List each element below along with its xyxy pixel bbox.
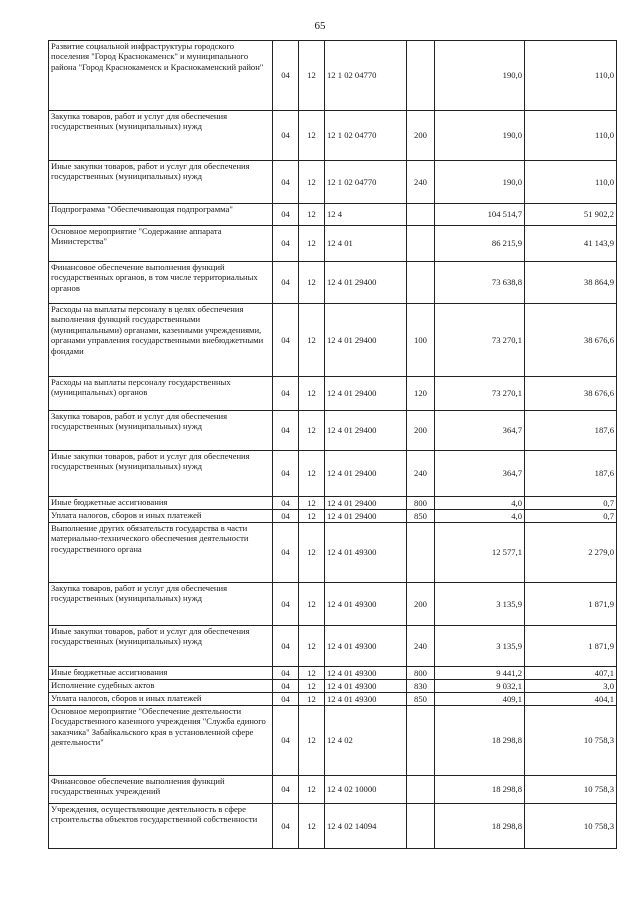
amount-1: 86 215,9 [435, 226, 525, 262]
target-article-code: 12 4 01 29400 [325, 304, 407, 377]
table-row [49, 583, 617, 626]
amount-2: 110,0 [525, 161, 617, 204]
table-row [49, 304, 617, 377]
table-body [49, 41, 617, 849]
row-name: Подпрограмма "Обеспечивающая подпрограмма" [49, 204, 273, 226]
table-row [49, 451, 617, 497]
amount-2: 51 902,2 [525, 204, 617, 226]
section-code: 04 [273, 204, 299, 226]
amount-1: 73 270,1 [435, 377, 525, 411]
subsection-code: 12 [299, 583, 325, 626]
amount-1: 4,0 [435, 497, 525, 510]
row-name: Основное мероприятие "Содержание аппарата Министерства" [49, 226, 273, 262]
row-name: Закупка товаров, работ и услуг для обеспечения государственных (муниципальных) нужд [49, 411, 273, 451]
target-article-code: 12 4 01 29400 [325, 411, 407, 451]
expense-type-code [407, 204, 435, 226]
section-code: 04 [273, 262, 299, 304]
section-code: 04 [273, 304, 299, 377]
table-row [49, 693, 617, 706]
row-name: Иные закупки товаров, работ и услуг для обеспечения государственных (муниципальных) нужд [49, 626, 273, 667]
target-article-code: 12 4 01 29400 [325, 262, 407, 304]
row-name: Учреждения, осуществляющие деятельность в сфере строительства объектов государственной собственности [49, 804, 273, 849]
expense-type-code: 850 [407, 693, 435, 706]
amount-2: 10 758,3 [525, 706, 617, 776]
amount-1: 190,0 [435, 41, 525, 111]
section-code: 04 [273, 804, 299, 849]
table-row [49, 706, 617, 776]
expense-type-code: 100 [407, 304, 435, 377]
amount-2: 0,7 [525, 510, 617, 523]
expense-type-code [407, 262, 435, 304]
expense-type-code: 120 [407, 377, 435, 411]
amount-2: 0,7 [525, 497, 617, 510]
row-name: Выполнение других обязательств государства в части материально-технического обеспечения деятельности государственного органа [49, 523, 273, 583]
subsection-code: 12 [299, 497, 325, 510]
target-article-code: 12 4 01 29400 [325, 497, 407, 510]
row-name: Расходы на выплаты персоналу в целях обеспечения выполнения функций государственными (муниципальными) органами, казенными учреждениями, органами управления государственными внебюджетными фондами [49, 304, 273, 377]
section-code: 04 [273, 497, 299, 510]
target-article-code: 12 4 02 10000 [325, 776, 407, 804]
amount-2: 110,0 [525, 111, 617, 161]
amount-1: 190,0 [435, 161, 525, 204]
amount-2: 38 676,6 [525, 377, 617, 411]
row-name: Иные закупки товаров, работ и услуг для обеспечения государственных (муниципальных) нужд [49, 451, 273, 497]
section-code: 04 [273, 706, 299, 776]
table-row [49, 804, 617, 849]
amount-2: 3,0 [525, 680, 617, 693]
amount-1: 18 298,8 [435, 804, 525, 849]
table-row [49, 667, 617, 680]
subsection-code: 12 [299, 226, 325, 262]
amount-1: 9 032,1 [435, 680, 525, 693]
amount-1: 73 270,1 [435, 304, 525, 377]
expense-type-code [407, 523, 435, 583]
amount-2: 38 676,6 [525, 304, 617, 377]
target-article-code: 12 4 01 [325, 226, 407, 262]
expense-type-code [407, 776, 435, 804]
expense-type-code [407, 804, 435, 849]
expense-type-code [407, 41, 435, 111]
target-article-code: 12 4 01 49300 [325, 693, 407, 706]
table-row [49, 41, 617, 111]
row-name: Основное мероприятие "Обеспечение деятельности Государственного казенного учреждения "Служба единого заказчика" Забайкальского края в установленной сфере деятельности" [49, 706, 273, 776]
section-code: 04 [273, 776, 299, 804]
target-article-code: 12 1 02 04770 [325, 111, 407, 161]
target-article-code: 12 4 01 49300 [325, 523, 407, 583]
expense-type-code: 240 [407, 451, 435, 497]
amount-2: 187,6 [525, 411, 617, 451]
section-code: 04 [273, 667, 299, 680]
section-code: 04 [273, 411, 299, 451]
amount-1: 18 298,8 [435, 776, 525, 804]
section-code: 04 [273, 626, 299, 667]
expense-type-code [407, 226, 435, 262]
expense-type-code: 800 [407, 497, 435, 510]
target-article-code: 12 4 01 29400 [325, 377, 407, 411]
subsection-code: 12 [299, 411, 325, 451]
section-code: 04 [273, 523, 299, 583]
budget-table [48, 40, 617, 849]
expense-type-code: 200 [407, 411, 435, 451]
amount-1: 190,0 [435, 111, 525, 161]
expense-type-code [407, 706, 435, 776]
amount-1: 12 577,1 [435, 523, 525, 583]
table-row [49, 111, 617, 161]
amount-1: 9 441,2 [435, 667, 525, 680]
section-code: 04 [273, 161, 299, 204]
amount-1: 3 135,9 [435, 583, 525, 626]
amount-2: 187,6 [525, 451, 617, 497]
section-code: 04 [273, 226, 299, 262]
amount-1: 3 135,9 [435, 626, 525, 667]
expense-type-code: 240 [407, 161, 435, 204]
amount-2: 110,0 [525, 41, 617, 111]
table-row [49, 411, 617, 451]
amount-2: 1 871,9 [525, 626, 617, 667]
target-article-code: 12 4 01 49300 [325, 583, 407, 626]
section-code: 04 [273, 41, 299, 111]
target-article-code: 12 4 01 49300 [325, 680, 407, 693]
expense-type-code: 200 [407, 583, 435, 626]
amount-2: 404,1 [525, 693, 617, 706]
amount-2: 41 143,9 [525, 226, 617, 262]
amount-1: 18 298,8 [435, 706, 525, 776]
expense-type-code: 830 [407, 680, 435, 693]
row-name: Финансовое обеспечение выполнения функций государственных органов, в том числе территориальных органов [49, 262, 273, 304]
target-article-code: 12 4 01 29400 [325, 510, 407, 523]
table-row [49, 510, 617, 523]
subsection-code: 12 [299, 161, 325, 204]
amount-2: 407,1 [525, 667, 617, 680]
row-name: Уплата налогов, сборов и иных платежей [49, 510, 273, 523]
section-code: 04 [273, 510, 299, 523]
row-name: Закупка товаров, работ и услуг для обеспечения государственных (муниципальных) нужд [49, 583, 273, 626]
row-name: Иные закупки товаров, работ и услуг для обеспечения государственных (муниципальных) нужд [49, 161, 273, 204]
section-code: 04 [273, 680, 299, 693]
subsection-code: 12 [299, 680, 325, 693]
amount-2: 1 871,9 [525, 583, 617, 626]
section-code: 04 [273, 583, 299, 626]
target-article-code: 12 4 02 14094 [325, 804, 407, 849]
amount-2: 10 758,3 [525, 776, 617, 804]
subsection-code: 12 [299, 111, 325, 161]
amount-2: 38 864,9 [525, 262, 617, 304]
amount-1: 409,1 [435, 693, 525, 706]
section-code: 04 [273, 377, 299, 411]
target-article-code: 12 4 01 49300 [325, 626, 407, 667]
amount-2: 2 279,0 [525, 523, 617, 583]
amount-1: 364,7 [435, 411, 525, 451]
section-code: 04 [273, 111, 299, 161]
subsection-code: 12 [299, 804, 325, 849]
row-name: Развитие социальной инфраструктуры городского поселения "Город Краснокаменск" и муниципального района "Город Краснокаменск и Краснокаменский район" [49, 41, 273, 111]
section-code: 04 [273, 451, 299, 497]
subsection-code: 12 [299, 693, 325, 706]
subsection-code: 12 [299, 626, 325, 667]
table-row [49, 523, 617, 583]
table-row [49, 626, 617, 667]
row-name: Финансовое обеспечение выполнения функций государственных учреждений [49, 776, 273, 804]
table-row [49, 161, 617, 204]
expense-type-code: 850 [407, 510, 435, 523]
page-number: 65 [314, 20, 326, 32]
subsection-code: 12 [299, 262, 325, 304]
target-article-code: 12 4 01 49300 [325, 667, 407, 680]
amount-1: 104 514,7 [435, 204, 525, 226]
expense-type-code: 200 [407, 111, 435, 161]
target-article-code: 12 1 02 04770 [325, 161, 407, 204]
table-row [49, 776, 617, 804]
subsection-code: 12 [299, 304, 325, 377]
amount-1: 364,7 [435, 451, 525, 497]
amount-1: 4,0 [435, 510, 525, 523]
target-article-code: 12 1 02 04770 [325, 41, 407, 111]
table-row [49, 262, 617, 304]
subsection-code: 12 [299, 510, 325, 523]
expense-type-code: 240 [407, 626, 435, 667]
target-article-code: 12 4 [325, 204, 407, 226]
table-row [49, 497, 617, 510]
table-row [49, 377, 617, 411]
expense-type-code: 800 [407, 667, 435, 680]
row-name: Исполнение судебных актов [49, 680, 273, 693]
section-code: 04 [273, 693, 299, 706]
table-row [49, 226, 617, 262]
subsection-code: 12 [299, 776, 325, 804]
subsection-code: 12 [299, 451, 325, 497]
subsection-code: 12 [299, 523, 325, 583]
subsection-code: 12 [299, 706, 325, 776]
subsection-code: 12 [299, 204, 325, 226]
row-name: Уплата налогов, сборов и иных платежей [49, 693, 273, 706]
row-name: Иные бюджетные ассигнования [49, 667, 273, 680]
subsection-code: 12 [299, 377, 325, 411]
amount-2: 10 758,3 [525, 804, 617, 849]
target-article-code: 12 4 02 [325, 706, 407, 776]
target-article-code: 12 4 01 29400 [325, 451, 407, 497]
amount-1: 73 638,8 [435, 262, 525, 304]
subsection-code: 12 [299, 667, 325, 680]
table-row [49, 680, 617, 693]
row-name: Иные бюджетные ассигнования [49, 497, 273, 510]
row-name: Закупка товаров, работ и услуг для обеспечения государственных (муниципальных) нужд [49, 111, 273, 161]
row-name: Расходы на выплаты персоналу государственных (муниципальных) органов [49, 377, 273, 411]
table-row [49, 204, 617, 226]
subsection-code: 12 [299, 41, 325, 111]
